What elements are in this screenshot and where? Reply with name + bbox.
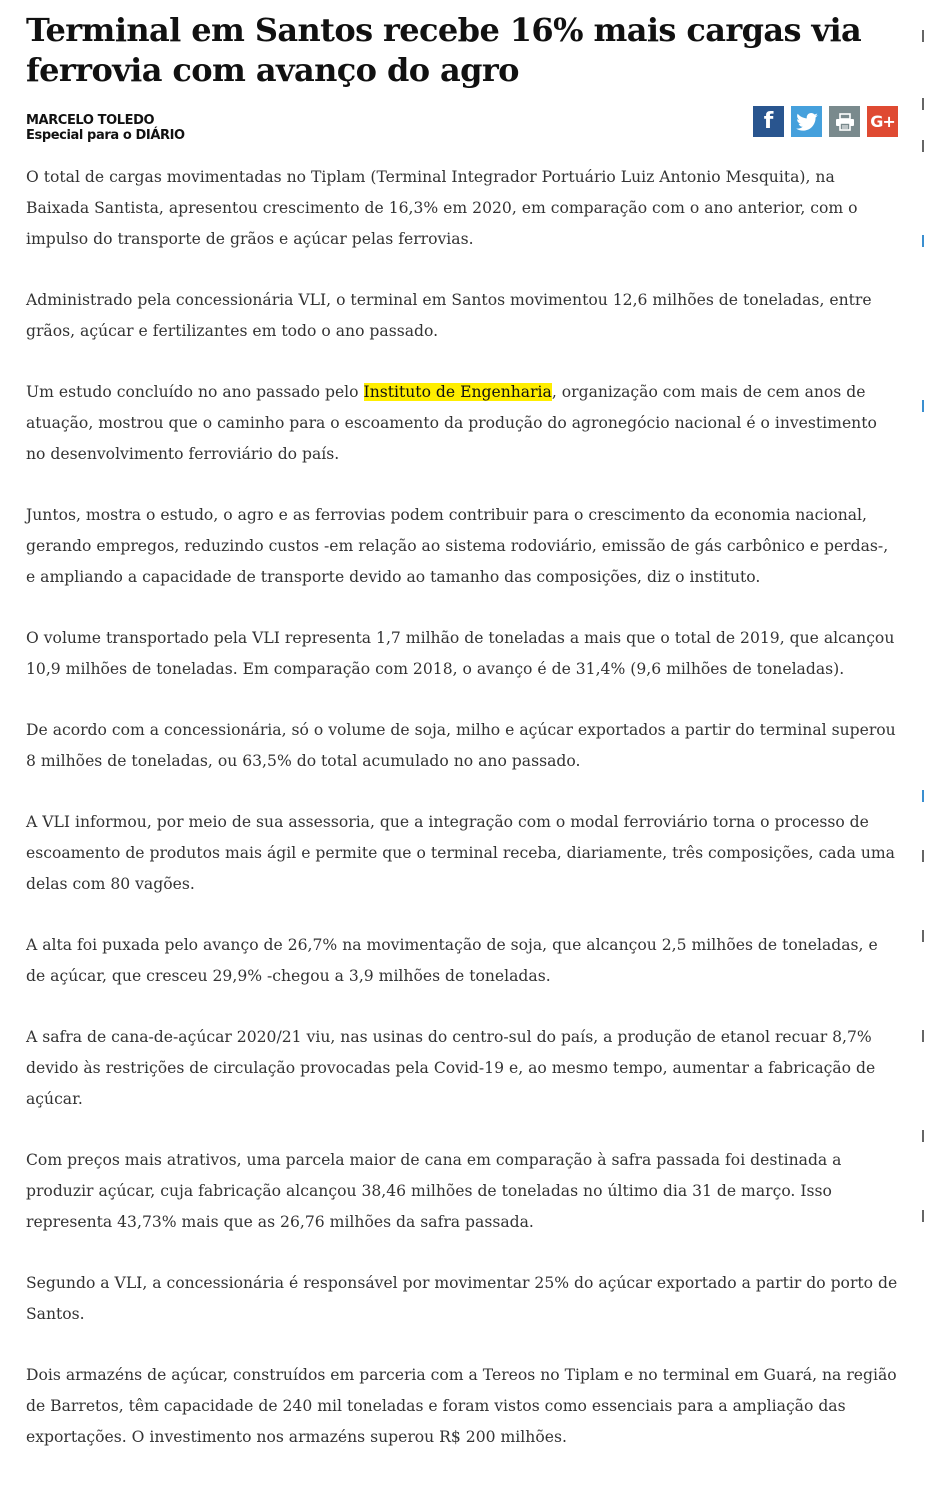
- paragraph: Administrado pela concessionária VLI, o terminal em Santos movimentou 12,6 milhões de toneladas, entre grãos, açúcar e fertilizantes em todo o ano passado.: [26, 291, 872, 340]
- author-role: Especial para o DIÁRIO: [26, 128, 185, 143]
- google-plus-icon: G+: [870, 112, 895, 131]
- paragraph: Com preços mais atrativos, uma parcela maior de cana em comparação à safra passada foi destinada a produzir açúcar, cuja fabricação alcançou 38,46 milhões de toneladas no último dia 31 de março. Isso representa 43,73% mais que as 26,76 milhões da safra passada.: [26, 1151, 842, 1231]
- print-button[interactable]: [829, 106, 860, 137]
- facebook-icon: f: [763, 109, 774, 134]
- headline: Terminal em Santos recebe 16% mais cargas via ferrovia com avanço do agro: [26, 11, 862, 89]
- clipped-sidebar-edge: [920, 0, 928, 1485]
- highlighted-link[interactable]: Instituto de Engenharia: [363, 383, 552, 401]
- twitter-share-button[interactable]: [791, 106, 822, 137]
- byline-row: [26, 104, 898, 154]
- paragraph: [26, 377, 898, 470]
- paragraph: Juntos, mostra o estudo, o agro e as ferrovias podem contribuir para o crescimento da economia nacional, gerando empregos, reduzindo custos -em relação ao sistema rodoviário, emissão de gás carbônico e perdas-, e ampliando a capacidade de transporte devido ao tamanho das composições, diz o instituto.: [26, 506, 889, 586]
- paragraph: Dois armazéns de açúcar, construídos em parceria com a Tereos no Tiplam e no terminal em Guará, na região de Barretos, têm capacidade de 240 mil toneladas e foram vistos como essenciais para a ampliação das exportações. O investimento nos armazéns superou R$ 200 milhões.: [26, 1366, 897, 1446]
- paragraph-text: Um estudo concluído no ano passado pelo: [26, 383, 364, 401]
- paragraph: O volume transportado pela VLI representa 1,7 milhão de toneladas a mais que o total de 2019, que alcançou 10,9 milhões de toneladas. Em comparação com 2018, o avanço é de 31,4% (9,6 milhões de toneladas).: [26, 629, 895, 678]
- paragraph: O total de cargas movimentadas no Tiplam (Terminal Integrador Portuário Luiz Antonio Mesquita), na Baixada Santista, apresentou crescimento de 16,3% em 2020, em comparação com o ano anterior, com o impulso do transporte de grãos e açúcar pelas ferrovias.: [26, 168, 858, 248]
- facebook-share-button[interactable]: [753, 106, 784, 137]
- printer-icon: [835, 113, 855, 131]
- paragraph: A safra de cana-de-açúcar 2020/21 viu, nas usinas do centro-sul do país, a produção de etanol recuar 8,7% devido às restrições de circulação provocadas pela Covid-19 e, ao mesmo tempo, aumentar a fabricação de açúcar.: [26, 1028, 876, 1108]
- twitter-icon: [796, 113, 818, 131]
- byline: [26, 113, 185, 143]
- author-name: MARCELO TOLEDO: [26, 113, 155, 128]
- google-plus-share-button[interactable]: [867, 106, 898, 137]
- paragraph-text: , organização com mais de cem anos de atuação, mostrou que o caminho para o escoamento da produção do agronegócio nacional é o investimento no desenvolvimento ferroviário do país.: [26, 383, 877, 463]
- article-body: [26, 162, 898, 1453]
- share-buttons: [753, 106, 898, 137]
- paragraph: A alta foi puxada pelo avanço de 26,7% na movimentação de soja, que alcançou 2,5 milhões de toneladas, e de açúcar, que cresceu 29,9% -chegou a 3,9 milhões de toneladas.: [26, 936, 878, 985]
- paragraph: Segundo a VLI, a concessionária é responsável por movimentar 25% do açúcar exportado a partir do porto de Santos.: [26, 1274, 898, 1323]
- paragraph: De acordo com a concessionária, só o volume de soja, milho e açúcar exportados a partir do terminal superou 8 milhões de toneladas, ou 63,5% do total acumulado no ano passado.: [26, 721, 896, 770]
- paragraph: A VLI informou, por meio de sua assessoria, que a integração com o modal ferroviário torna o processo de escoamento de produtos mais ágil e permite que o terminal receba, diariamente, três composições, cada uma delas com 80 vagões.: [26, 813, 895, 893]
- article: [26, 0, 898, 1483]
